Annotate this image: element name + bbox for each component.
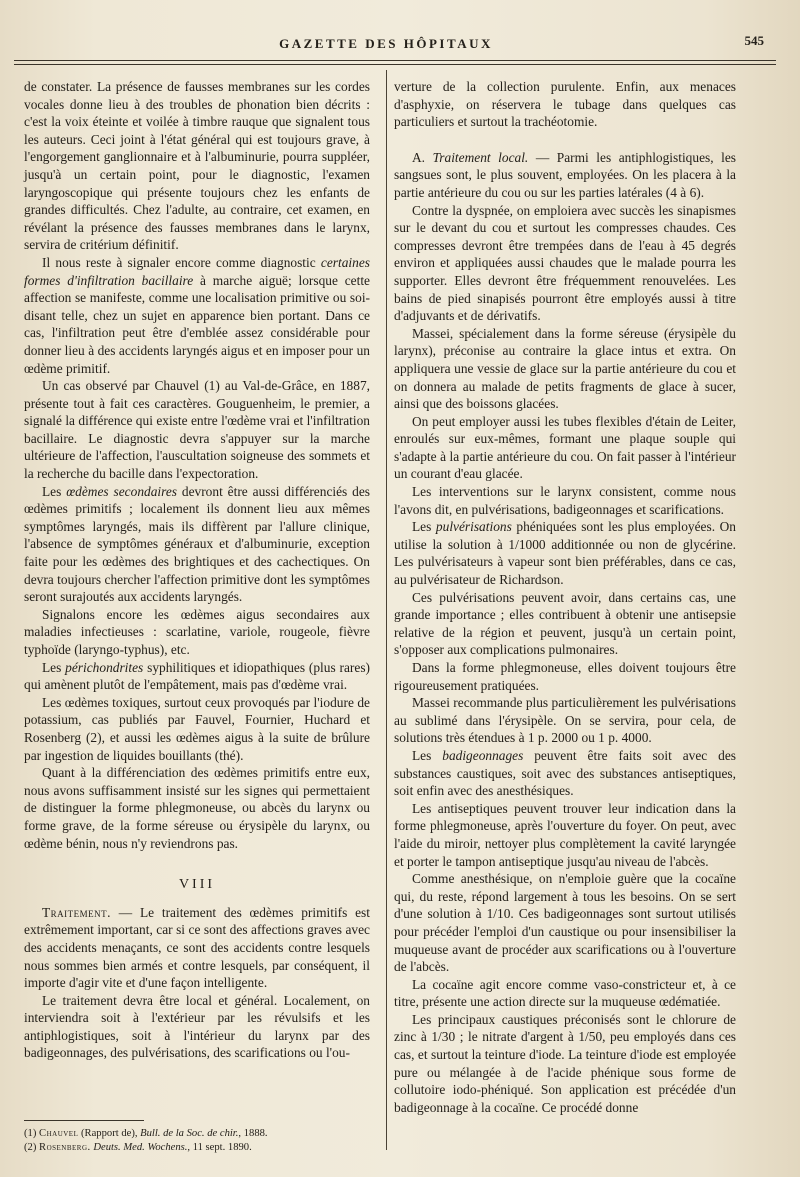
paragraph: Quant à la différenciation des œdèmes primitifs entre eux, nous avons suffisamment insisté sur les signes qui permettaient de distinguer la forme phlegmoneuse, ou abcès du larynx ou forme grave, de la forme séreuse ou érysipèle du larynx, ou œdème bénin, nous n'y reviendrons pas. (24, 765, 370, 851)
section-number: VIII (178, 877, 216, 893)
small-caps-run: Rosenberg. (39, 1142, 91, 1154)
paragraph: Massei recommande plus particulièrement les pulvérisations au sublimé dans l'érysipèle. On se servira, pour cela, de solutions très étendues à 1 p. 2000 ou 1 p. 4000. (394, 695, 736, 746)
text-run: Les (42, 659, 66, 675)
paragraph: de constater. La présence de fausses membranes sur les cordes vocales donne lieu à des troubles de phonation bien décrits : c'est la voix éteinte et voilée à timbre rauque que signalent tous les auteurs. Ceci joint à l'état général qui est toujours grave, à l'engorgement ganglionnaire et à l'albuminurie, pourra suppléer, jusqu'à un certain point, pour le diagnostic, l'examen laryngoscopique qui présente toujours chez les enfants de grandes difficultés. Chez l'adulte, au contraire, cet examen, en révélant la présence des fausses membranes dans le larynx, servira de critérium définitif. (24, 79, 370, 253)
text-run: — Parmi les antiphlogistiques, les sangsues sont, le plus souvent, employées. On les placera à la partie antérieure du cou ou sur les parties latérales (4 à 6). (394, 149, 736, 200)
footnote (24, 1141, 370, 1155)
text-run: Les (412, 519, 436, 535)
text-run: peuvent être faits soit avec des substances caustiques, soit avec des substances antiseptiques, soit enfin avec des anesthésiques. (394, 747, 736, 799)
text-run: (1) (24, 1128, 40, 1140)
italic-run: Bull. de la Soc. de chir. (140, 1128, 239, 1140)
italic-run: œdèmes secondaires (66, 483, 177, 499)
paragraph (24, 659, 370, 694)
column-divider (386, 70, 387, 1150)
text-run: à marche aiguë; lorsque cette affection se manifeste, comme une localisation primitive ou soi-disant telle, chez un sujet en apparence bien portant. Dans ce cas, l'infiltration peut être d'emblée assez considérable pour donner lieu à des accidents laryngés aigus et en imposer pour un œdème primitif. (24, 272, 371, 376)
text-run: A. (412, 149, 433, 165)
text-run: , 1888. (238, 1128, 268, 1140)
paragraph: Les interventions sur le larynx consistent, comme nous l'avons dit, en pulvérisations, badigeonnages et scarifications. (394, 484, 736, 517)
paragraph: On peut employer aussi les tubes flexibles d'étain de Leiter, enroulés sur eux-mêmes, formant une plaque souple qui s'adapte à la partie antérieure du cou. On fait passer à l'intérieur un courant d'eau glacée. (394, 413, 736, 482)
paragraph: La cocaïne agit encore comme vaso-constricteur et, à ce titre, présente une action directe sur la muqueuse œdématiée. (394, 976, 736, 1010)
paragraph: Ces pulvérisations peuvent avoir, dans certains cas, une grande importance ; elles contribuent à obtenir une antisepsie relative de la région et peuvent, jusqu'à un certain point, s'opposer aux complications pulmonaires. (394, 589, 736, 658)
small-caps-run: Traitement. (42, 904, 112, 920)
text-run: Les (42, 483, 67, 499)
text-run: (Rapport de), (78, 1128, 141, 1140)
paragraph (24, 483, 370, 606)
paragraph: Comme anesthésique, on n'emploie guère que la cocaïne qui, du reste, répond largement à tous les besoins. On se sert d'une solution à 1/10. Ces badigeonnages sont surtout utilisés pour précéder l'emploi d'un caustique ou pour insensibiliser la muqueuse avant de procéder aux scarifications ou à l'ouverture de l'abcès. (394, 871, 736, 975)
italic-run: pulvérisations (435, 519, 512, 535)
right-column (394, 78, 736, 1116)
header-rule-secondary (14, 64, 776, 65)
italic-run: périchondrites (65, 659, 144, 675)
header-rule (14, 60, 776, 61)
paragraph: Les antiseptiques peuvent trouver leur indication dans la forme phlegmoneuse, après l'ouverture du foyer. On peut, avec l'aide du miroir, nettoyer plus complètement la cavité laryngée et porter le tampon antiseptique jusqu'au niveau de l'abcès. (394, 800, 736, 869)
left-column (24, 78, 370, 1155)
paragraph: Les principaux caustiques préconisés sont le chlorure de zinc à 1/30 ; le nitrate d'argent à 1/50, peu employés dans ces cas, et surtout la teinture d'iode. La teinture d'iode est employée pure ou mélangée à de l'acide phénique sous forme de collutoire iodo-phéniqué. Son application est précédée d'un badigeonnage à la cocaïne. Ce procédé donne (394, 1011, 736, 1115)
paragraph (24, 254, 370, 377)
text-run: devront être aussi différenciés des œdèmes primitifs ; localement ils donnent lieu aux mêmes symptômes laryngés, mais ils diffèrent par l'allure clinique, l'absence de symptômes généraux et d'albuminurie, exception faite pour les œdèmes des brightiques et des cachectiques. On devra toujours chercher l'affection primitive dont les symptômes seront surajoutés aux accidents laryngés. (24, 483, 371, 605)
paragraph: Signalons encore les œdèmes aigus secondaires aux maladies infectieuses : scarlatine, variole, rougeole, fièvre typhoïde (laryngo-typhus), etc. (24, 606, 370, 657)
paragraph: Contre la dyspnée, on emploiera avec succès les sinapismes sur le devant du cou et surtout les compresses chaudes. Ces compresses devront être trempées dans de l'eau à 45 degrés environ et appliquées aussi chaudes que le malade pourra les supporter. Elles devront être fréquemment renouvelées. Les bains de pied sinapisés pourront être employés aussi à titre d'adjuvants et de dérivatifs. (394, 202, 736, 324)
paragraph: Un cas observé par Chauvel (1) au Val-de-Grâce, en 1887, présente tout à fait ces caractères. Gouguenheim, le premier, a signalé la différence qui existe entre l'œdème vrai et l'infiltration bacillaire. Le diagnostic devra s'appuyer sur la marche ultérieure de l'affection, l'auscultation soigneuse des sommets et la recherche du bacille dans l'expectoration. (24, 378, 370, 482)
text-run: , 11 sept. 1890. (187, 1142, 252, 1154)
paragraph (394, 747, 736, 800)
running-head (0, 32, 800, 56)
text-run: — Le traitement des œdèmes primitifs est extrêmement important, car si ce sont des affections graves avec des accidents menaçants, ce sont des accidents contre lesquels nous sommes bien armés et contre lesquels, par conséquent, il importe d'agir vite et d'une façon intelligente. (24, 904, 370, 991)
italic-run: certaines formes d'infiltration bacillaire (24, 254, 370, 288)
text-run: syphilitiques et idiopathiques (plus rares) qui amènent plutôt de l'empâtement, mais pas d'œdème vrai. (24, 659, 370, 693)
small-caps-run: Chauvel (39, 1128, 79, 1140)
text-run: Les (412, 747, 443, 763)
text-run: phéniquées sont les plus employées. On utilise la solution à 1/1000 additionnée ou non de glycérine. Les pulvérisateurs à vapeur sont bien préférables, dans ce cas, au pulvérisateur de Richardson. (394, 519, 736, 588)
paragraph (394, 149, 736, 202)
footnote (24, 1127, 370, 1141)
paragraph (24, 904, 370, 992)
italic-run: Traitement local. (432, 149, 529, 165)
paragraph: Massei, spécialement dans la forme séreuse (érysipèle du larynx), préconise au contraire la glace intus et extra. On appliquera une vessie de glace sur la partie antérieure du cou et on donnera au malade de petits fragments de glace à sucer, ainsi que des boissons glacées. (394, 325, 736, 412)
text-run: (2) (24, 1142, 40, 1154)
paragraph: verture de la collection purulente. Enfin, aux menaces d'asphyxie, on réservera le tubage dans quelques cas particuliers et surtout la trachéotomie. (394, 79, 736, 130)
journal-title: GAZETTE DES HÔPITAUX (279, 36, 493, 51)
footnote-rule (24, 1120, 144, 1121)
paragraph (394, 518, 736, 588)
paragraph: Le traitement devra être local et général. Localement, on interviendra soit à l'extérieur par les révulsifs et les antiphlogistiques, soit à l'intérieur du larynx par des badigeonnages, des pulvérisations, des scarifications ou l'ou- (24, 992, 370, 1061)
italic-run: Deuts. Med. Wochens. (93, 1142, 188, 1154)
italic-run: badigeonnages (442, 747, 524, 763)
text-run: Il nous reste à signaler encore comme diagnostic (42, 254, 321, 270)
page-number: 545 (744, 33, 764, 48)
paragraph: Les œdèmes toxiques, surtout ceux provoqués par l'iodure de potassium, cas publiés par Fauvel, Fournier, Huchard et Rosenberg (2), et aussi les œdèmes aigus à la suite de brûlure par ingestion de liquides bouillants (thé). (24, 694, 370, 763)
paragraph: Dans la forme phlegmoneuse, elles doivent toujours être rigoureusement pratiquées. (394, 660, 736, 693)
